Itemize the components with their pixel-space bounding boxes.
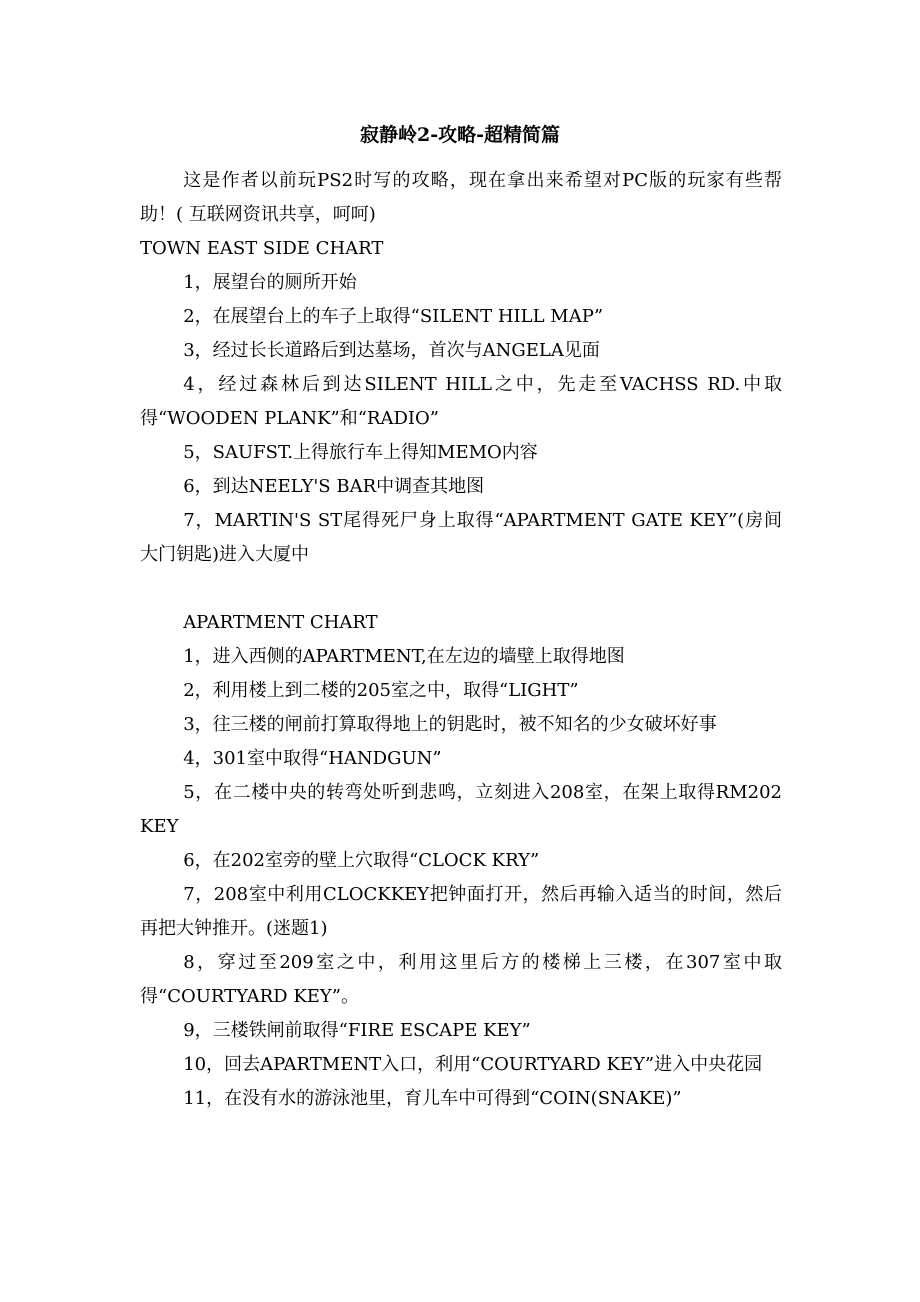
document-body — [140, 164, 782, 1116]
list-item: 9，三楼铁闸前取得“FIRE ESCAPE KEY” — [183, 1020, 531, 1041]
list-item: 7，208室中利用CLOCKKEY把钟面打开，然后再输入适当的时间，然后再把大钟推开。(迷题1) — [140, 884, 782, 939]
list-item: 1，展望台的厕所开始 — [183, 272, 357, 293]
section-heading-town-east-side: TOWN EAST SIDE CHART — [140, 238, 384, 259]
list-item: 8，穿过至209室之中，利用这里后方的楼梯上三楼，在307室中取得“COURTYARD KEY”。 — [140, 952, 782, 1007]
list-item: 1，进入西侧的APARTMENT,在左边的墙壁上取得地图 — [183, 646, 625, 667]
list-item: 2，利用楼上到二楼的205室之中，取得“LIGHT” — [183, 680, 579, 701]
blank-line — [140, 572, 782, 606]
intro-paragraph: 这是作者以前玩PS2时写的攻略，现在拿出来希望对PC版的玩家有些帮助！( 互联网资讯共享，呵呵) — [140, 170, 782, 225]
list-item: 4，经过森林后到达SILENT HILL之中，先走至VACHSS RD.中取得“WOODEN PLANK”和“RADIO” — [140, 374, 782, 429]
list-item: 2，在展望台上的车子上取得“SILENT HILL MAP” — [183, 306, 604, 327]
list-item: 6，到达NEELY'S BAR中调查其地图 — [183, 476, 485, 497]
list-item: 3，经过长长道路后到达墓场，首次与ANGELA见面 — [183, 340, 600, 361]
list-item: 11，在没有水的游泳池里，育儿车中可得到“COIN(SNAKE)” — [183, 1088, 682, 1109]
list-item: 7，MARTIN'S ST尾得死尸身上取得“APARTMENT GATE KEY”(房间大门钥匙)进入大厦中 — [140, 510, 782, 565]
list-item: 4，301室中取得“HANDGUN” — [183, 748, 442, 769]
list-item: 6，在202室旁的壁上穴取得“CLOCK KRY” — [183, 850, 540, 871]
list-item: 10，回去APARTMENT入口，利用“COURTYARD KEY”进入中央花园 — [183, 1054, 763, 1075]
list-item: 5，在二楼中央的转弯处听到悲鸣，立刻进入208室，在架上取得RM202 KEY — [140, 782, 782, 837]
list-item: 3，往三楼的闸前打算取得地上的钥匙时，被不知名的少女破坏好事 — [183, 714, 717, 735]
section-heading-apartment: APARTMENT CHART — [183, 612, 378, 633]
document-title: 寂静岭2-攻略-超精简篇 — [360, 124, 560, 146]
list-item: 5，SAUFST.上得旅行车上得知MEMO内容 — [183, 442, 538, 463]
